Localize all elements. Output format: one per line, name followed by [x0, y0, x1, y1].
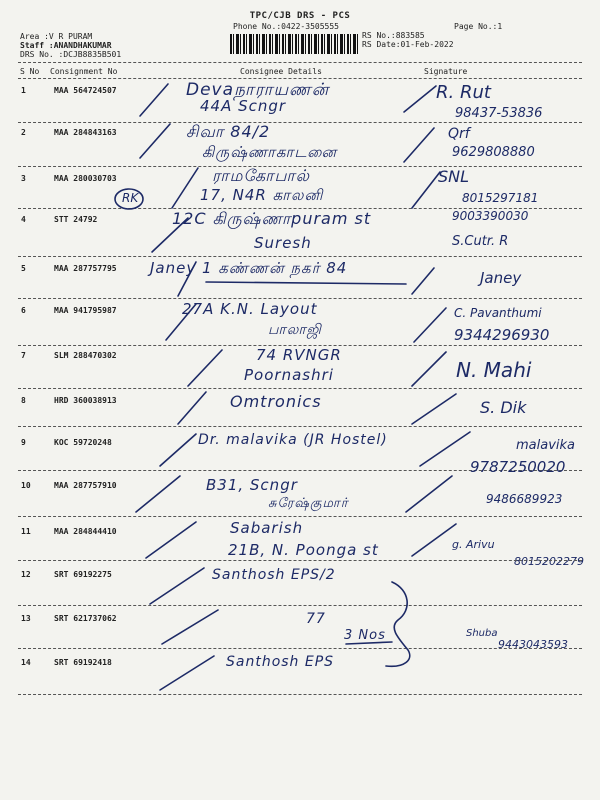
- row-sno: 6: [21, 306, 26, 315]
- row-consignment: MAA 284843163: [54, 128, 117, 137]
- row-sno: 4: [21, 215, 26, 224]
- signature-phone: 9003390030: [452, 209, 529, 223]
- signature: Shuba: [466, 628, 498, 639]
- consignee-address: 17, N4R காலனி: [200, 186, 324, 204]
- sig-slash: [412, 172, 440, 208]
- sig-slash: [414, 308, 446, 342]
- col-details: Consignee Details: [240, 67, 322, 76]
- row-slash: [146, 522, 196, 558]
- rs-date: RS Date:01-Feb-2022: [362, 40, 454, 49]
- consignee-address: 44A Scngr: [200, 97, 287, 115]
- row-slash: [162, 610, 218, 644]
- consignee-name: Janey 1 கண்ணன் நகர் 84: [150, 259, 348, 277]
- row-sno: 12: [21, 570, 31, 579]
- row-sno: 8: [21, 396, 26, 405]
- consignee-name: Dr. malavika (JR Hostel): [198, 432, 388, 448]
- row-slash: [172, 168, 198, 208]
- signature: Qrf: [448, 126, 470, 142]
- row-sno: 7: [21, 351, 26, 360]
- sig-slash: [420, 432, 470, 466]
- document-title: TPC/CJB DRS - PCS: [249, 11, 351, 21]
- staff-label: Staff :ANANDHAKUMAR: [20, 41, 112, 50]
- row-slash: [140, 84, 168, 116]
- consignee-address: சுரேஷ்குமார்: [268, 496, 349, 511]
- row-slash: [160, 656, 214, 690]
- consignee-address: கிருஷ்ணாகாடனை: [202, 143, 338, 161]
- consignee-name: Santhosh EPS: [226, 654, 335, 670]
- row-sno: 1: [21, 86, 26, 95]
- consignee-name: 74 RVNGR: [256, 346, 342, 364]
- row-consignment: SRT 621737062: [54, 614, 117, 623]
- sig-slash: [412, 268, 434, 294]
- col-signature: Signature: [424, 67, 468, 76]
- consignee-address: Poornashri: [244, 366, 334, 384]
- row-consignment: MAA 941795987: [54, 306, 117, 315]
- row-slash: [178, 392, 206, 424]
- phone-number: Phone No.:0422-3505555: [233, 22, 339, 31]
- sig-slash: [404, 86, 436, 112]
- consignee-address: பாலாஜி: [268, 322, 322, 338]
- consignee-name: சிவா 84/2: [186, 122, 271, 141]
- consignee-name: 27A K.N. Layout: [182, 300, 318, 318]
- drs-number: DRS No. :DCJB8835B501: [20, 50, 122, 59]
- signature-phone: 9344296930: [454, 326, 550, 344]
- sig-slash: [412, 394, 456, 424]
- signature-phone: 9787250020: [470, 458, 566, 476]
- row-sno: 3: [21, 174, 26, 183]
- consignee-note: 3 Nos: [344, 628, 386, 643]
- sig-slash: [412, 352, 446, 386]
- row-slash: [150, 568, 204, 604]
- row-slash: [188, 350, 222, 386]
- row-slash: [152, 218, 188, 252]
- row-consignment: MAA 287757910: [54, 481, 117, 490]
- consignee-address: Suresh: [254, 234, 312, 252]
- row-sno: 2: [21, 128, 26, 137]
- page-number: Page No.:1: [454, 22, 503, 31]
- signature: Janey: [480, 269, 522, 287]
- consignee-name: 12C கிருஷ்ணாpuram st: [172, 209, 372, 228]
- signature-phone: 9629808880: [452, 145, 535, 160]
- row-consignment: SLM 288470302: [54, 351, 117, 360]
- signature-phone: 98437-53836: [455, 106, 543, 121]
- consignee-name: Santhosh EPS/2: [212, 567, 336, 583]
- row-consignment: SRT 69192275: [54, 570, 112, 579]
- rs-number: RS No.:883585: [362, 31, 425, 40]
- consignee-address: 21B, N. Poonga st: [228, 541, 379, 559]
- sig-slash: [406, 476, 452, 512]
- consignee-name: 77: [306, 611, 326, 627]
- signature: SNL: [438, 167, 470, 186]
- consignee-name: Devaநாராயணன்: [186, 80, 330, 100]
- row-consignment: HRD 360038913: [54, 396, 117, 405]
- signature-phone-2: 9486689923: [486, 492, 563, 506]
- underline: [206, 282, 406, 284]
- row-slash: [136, 476, 180, 512]
- signature: N. Mahi: [456, 358, 532, 382]
- row-sno: 11: [21, 527, 31, 536]
- row-slash: [140, 124, 170, 158]
- rk-mark: RK: [122, 191, 139, 205]
- rk-circle: [115, 189, 143, 209]
- row-sno: 5: [21, 264, 26, 273]
- consignee-name: Sabarish: [230, 519, 304, 537]
- row-slash: [160, 434, 196, 466]
- row-sno: 10: [21, 481, 31, 490]
- consignee-name: B31, Scngr: [206, 476, 298, 494]
- underline: [346, 642, 392, 644]
- row-consignment: KOC 59720248: [54, 438, 112, 447]
- signature-phone: 9443043593: [498, 638, 568, 651]
- signature: R. Rut: [436, 82, 491, 103]
- col-sno: S No: [20, 67, 40, 76]
- row-consignment: STT 24792: [54, 215, 98, 224]
- row-sno: 14: [21, 658, 31, 667]
- signature-phone: 8015202279: [514, 555, 584, 568]
- row-slash: [166, 304, 196, 340]
- row-consignment: SRT 69192418: [54, 658, 112, 667]
- col-consignment: Consignment No: [50, 67, 118, 76]
- row-slash: [178, 262, 196, 296]
- signature: C. Pavanthumi: [454, 306, 542, 320]
- sig-slash: [412, 524, 456, 556]
- row-consignment: MAA 280030703: [54, 174, 117, 183]
- signature: malavika: [516, 438, 576, 453]
- signature: g. Arivu: [452, 538, 495, 551]
- bracket-loop: [386, 582, 410, 666]
- area-label: Area :V R PURAM: [20, 32, 93, 41]
- consignee-name: ராமகோபால்: [212, 166, 310, 185]
- signature-phone: 8015297181: [462, 191, 539, 205]
- consignee-name: Omtronics: [230, 392, 322, 411]
- row-sno: 13: [21, 614, 31, 623]
- signature: S.Cutr. R: [452, 234, 509, 249]
- sig-slash: [404, 128, 434, 162]
- signature: S. Dik: [480, 398, 527, 417]
- row-consignment: MAA 284844410: [54, 527, 117, 536]
- row-consignment: MAA 287757795: [54, 264, 117, 273]
- row-sno: 9: [21, 438, 26, 447]
- row-consignment: MAA 564724507: [54, 86, 117, 95]
